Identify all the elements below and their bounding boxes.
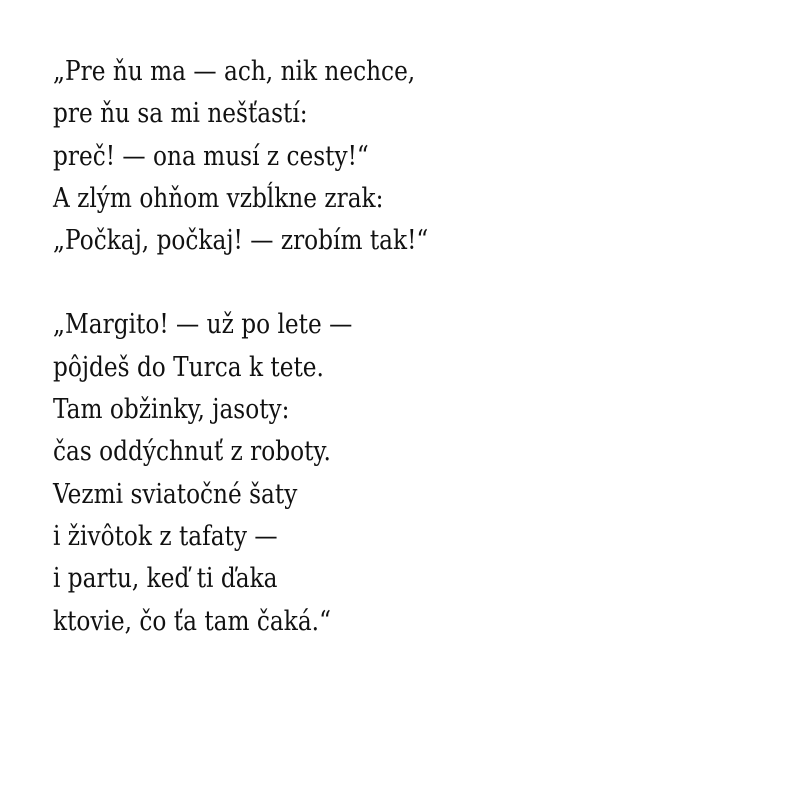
stanza-2 [53, 304, 428, 642]
verse-line: i živôtok z tafaty — [53, 520, 278, 552]
verse-line: preč! — ona musí z cesty!“ [53, 140, 369, 172]
verse-line: „Pre ňu ma — ach, nik nechce, [53, 56, 416, 87]
verse-line: pre ňu sa mi nešťastí: [53, 98, 308, 130]
verse-line: A zlým ohňom vzbĺkne zrak: [53, 182, 384, 214]
verse-line: čas oddýchnuť z roboty. [53, 436, 331, 468]
verse-line: ktovie, čo ťa tam čaká.“ [53, 605, 331, 637]
stanza-1 [53, 51, 428, 262]
verse-line: Vezmi sviatočné šaty [53, 478, 298, 510]
verse-line: „Počkaj, počkaj! — zrobím tak!“ [53, 225, 429, 257]
verse-line: Tam obžinky, jasoty: [53, 394, 290, 426]
verse-line: „Margito! — už po lete — [53, 309, 353, 341]
verse-line: i partu, keď ti ďaka [53, 563, 278, 595]
poem-text [53, 51, 428, 643]
verse-line: pôjdeš do Turca k tete. [53, 351, 324, 383]
